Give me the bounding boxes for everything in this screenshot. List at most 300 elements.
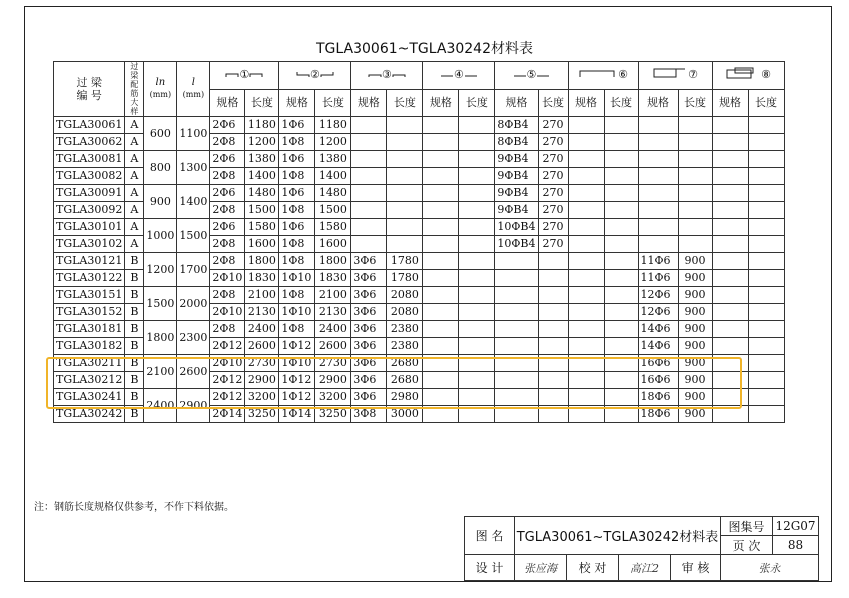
length-4-cell — [459, 372, 495, 389]
spec-7-cell — [638, 185, 678, 202]
beam-id-cell: TGLA30121 — [54, 253, 125, 270]
detail-cell: B — [125, 406, 144, 423]
spec-1-cell: 2Φ10 — [210, 355, 245, 372]
spec-4-cell — [423, 117, 459, 134]
length-8-cell — [748, 168, 784, 185]
spec-8-cell — [712, 117, 748, 134]
spec-7-cell: 18Φ6 — [638, 406, 678, 423]
length-1-cell: 3200 — [245, 389, 279, 406]
length-4-cell — [459, 270, 495, 287]
length-6-cell — [604, 134, 638, 151]
atlas-label: 图集号 — [721, 517, 773, 536]
length-header: 长度 — [459, 89, 495, 117]
length-7-cell — [678, 151, 712, 168]
table-row — [54, 219, 785, 236]
spec-1-cell: 2Φ12 — [210, 372, 245, 389]
length-3-cell: 2980 — [387, 389, 423, 406]
spec-8-cell — [712, 287, 748, 304]
spec-5-cell — [495, 321, 538, 338]
beam-id-cell: TGLA30082 — [54, 168, 125, 185]
spec-4-cell — [423, 355, 459, 372]
spec-8-cell — [712, 236, 748, 253]
group-7-header: ⑦ — [638, 62, 712, 90]
length-2-cell: 1480 — [315, 185, 351, 202]
ln-cell: 2400 — [144, 389, 177, 423]
spec-1-cell: 2Φ8 — [210, 236, 245, 253]
length-6-cell — [604, 185, 638, 202]
spec-3-cell: 3Φ6 — [351, 355, 387, 372]
length-4-cell — [459, 355, 495, 372]
spec-4-cell — [423, 219, 459, 236]
length-7-cell — [678, 134, 712, 151]
spec-6-cell — [568, 321, 604, 338]
spec-7-cell: 11Φ6 — [638, 253, 678, 270]
length-4-cell — [459, 117, 495, 134]
length-2-cell: 3250 — [315, 406, 351, 423]
length-1-cell: 2400 — [245, 321, 279, 338]
spec-7-cell — [638, 202, 678, 219]
length-2-cell: 1500 — [315, 202, 351, 219]
stirrup-icon — [652, 67, 688, 83]
spec-1-cell: 2Φ6 — [210, 151, 245, 168]
spec-5-cell: 9ΦB4 — [495, 202, 538, 219]
length-2-cell: 3200 — [315, 389, 351, 406]
length-1-cell: 1200 — [245, 134, 279, 151]
length-4-cell — [459, 134, 495, 151]
spec-8-cell — [712, 321, 748, 338]
spec-8-cell — [712, 355, 748, 372]
spec-8-cell — [712, 168, 748, 185]
spec-3-cell — [351, 202, 387, 219]
length-4-cell — [459, 219, 495, 236]
spec-1-cell: 2Φ10 — [210, 270, 245, 287]
design-label: 设 计 — [465, 555, 515, 581]
spec-1-cell: 2Φ6 — [210, 219, 245, 236]
detail-cell: A — [125, 219, 144, 236]
spec-4-cell — [423, 321, 459, 338]
length-7-cell: 900 — [678, 321, 712, 338]
length-7-cell — [678, 219, 712, 236]
l-header: l (mm) — [177, 62, 210, 117]
spec-2-cell: 1Φ10 — [279, 270, 315, 287]
spec-6-cell — [568, 117, 604, 134]
l-cell: 1300 — [177, 151, 210, 185]
spec-header: 规格 — [495, 89, 538, 117]
ln-cell: 800 — [144, 151, 177, 185]
spec-8-cell — [712, 372, 748, 389]
ln-cell: 1800 — [144, 321, 177, 355]
spec-2-cell: 1Φ12 — [279, 372, 315, 389]
spec-2-cell: 1Φ6 — [279, 185, 315, 202]
length-7-cell: 900 — [678, 389, 712, 406]
spec-1-cell: 2Φ10 — [210, 304, 245, 321]
detail-cell: A — [125, 185, 144, 202]
length-4-cell — [459, 321, 495, 338]
spec-7-cell: 11Φ6 — [638, 270, 678, 287]
beam-id-cell: TGLA30241 — [54, 389, 125, 406]
beam-id-cell: TGLA30061 — [54, 117, 125, 134]
spec-6-cell — [568, 151, 604, 168]
straight-bar-hook-icon — [320, 68, 334, 82]
spec-2-cell: 1Φ8 — [279, 168, 315, 185]
length-4-cell — [459, 253, 495, 270]
spec-5-cell — [495, 304, 538, 321]
length-2-cell: 2400 — [315, 321, 351, 338]
spec-4-cell — [423, 236, 459, 253]
length-2-cell: 1380 — [315, 151, 351, 168]
review-signature: 张永 — [721, 555, 819, 581]
length-6-cell — [604, 287, 638, 304]
spec-1-cell: 2Φ8 — [210, 287, 245, 304]
footnote: 注：钢筋长度规格仅供参考，不作下料依据。 — [34, 502, 234, 513]
spec-5-cell: 8ΦB4 — [495, 117, 538, 134]
beam-id-cell: TGLA30212 — [54, 372, 125, 389]
spec-6-cell — [568, 253, 604, 270]
spec-2-cell: 1Φ10 — [279, 304, 315, 321]
length-7-cell: 900 — [678, 253, 712, 270]
l-cell: 1700 — [177, 253, 210, 287]
spec-7-cell — [638, 134, 678, 151]
spec-5-cell: 10ΦB4 — [495, 236, 538, 253]
length-header: 长度 — [604, 89, 638, 117]
spec-8-cell — [712, 338, 748, 355]
spec-6-cell — [568, 185, 604, 202]
length-6-cell — [604, 202, 638, 219]
spec-4-cell — [423, 134, 459, 151]
detail-cell: A — [125, 117, 144, 134]
page-label: 页 次 — [721, 536, 773, 555]
length-7-cell — [678, 202, 712, 219]
length-3-cell: 2080 — [387, 287, 423, 304]
spec-1-cell: 2Φ6 — [210, 117, 245, 134]
length-6-cell — [604, 389, 638, 406]
length-2-cell: 1180 — [315, 117, 351, 134]
spec-1-cell: 2Φ8 — [210, 321, 245, 338]
spec-6-cell — [568, 372, 604, 389]
spec-header: 规格 — [568, 89, 604, 117]
spec-header: 规格 — [351, 89, 387, 117]
length-5-cell: 270 — [538, 202, 568, 219]
spec-4-cell — [423, 270, 459, 287]
length-5-cell: 270 — [538, 117, 568, 134]
spec-2-cell: 1Φ12 — [279, 338, 315, 355]
length-6-cell — [604, 406, 638, 423]
length-1-cell: 2730 — [245, 355, 279, 372]
spec-5-cell — [495, 355, 538, 372]
straight-bar-hook-icon — [368, 68, 382, 82]
spec-2-cell: 1Φ8 — [279, 253, 315, 270]
length-1-cell: 1600 — [245, 236, 279, 253]
length-3-cell: 2080 — [387, 304, 423, 321]
length-1-cell: 2600 — [245, 338, 279, 355]
straight-bar-hook-icon — [249, 68, 263, 82]
length-6-cell — [604, 270, 638, 287]
spec-8-cell — [712, 389, 748, 406]
length-3-cell — [387, 185, 423, 202]
beam-id-cell: TGLA30092 — [54, 202, 125, 219]
length-1-cell: 1400 — [245, 168, 279, 185]
beam-id-cell: TGLA30242 — [54, 406, 125, 423]
length-6-cell — [604, 355, 638, 372]
length-4-cell — [459, 168, 495, 185]
spec-3-cell — [351, 117, 387, 134]
length-7-cell: 900 — [678, 270, 712, 287]
spec-3-cell — [351, 168, 387, 185]
spec-2-cell: 1Φ6 — [279, 219, 315, 236]
length-8-cell — [748, 355, 784, 372]
length-1-cell: 2130 — [245, 304, 279, 321]
detail-cell: A — [125, 168, 144, 185]
l-cell: 1400 — [177, 185, 210, 219]
length-2-cell: 1580 — [315, 219, 351, 236]
check-signature: 高江2 — [619, 555, 671, 581]
ln-cell: 1200 — [144, 253, 177, 287]
spec-1-cell: 2Φ8 — [210, 134, 245, 151]
spec-1-cell: 2Φ12 — [210, 338, 245, 355]
spec-4-cell — [423, 151, 459, 168]
length-7-cell: 900 — [678, 372, 712, 389]
table-row — [54, 287, 785, 304]
length-2-cell: 2900 — [315, 372, 351, 389]
materials-table — [53, 61, 785, 423]
spec-3-cell: 3Φ6 — [351, 338, 387, 355]
length-7-cell: 900 — [678, 338, 712, 355]
spec-6-cell — [568, 202, 604, 219]
length-7-cell — [678, 168, 712, 185]
detail-header: 过梁配筋大样 — [125, 62, 144, 117]
length-5-cell — [538, 270, 568, 287]
spec-3-cell — [351, 134, 387, 151]
length-6-cell — [604, 236, 638, 253]
spec-7-cell: 12Φ6 — [638, 304, 678, 321]
atlas-value: 12G07 — [773, 517, 819, 536]
group-4-header: ④ — [423, 62, 495, 90]
length-header: 长度 — [748, 89, 784, 117]
length-3-cell: 3000 — [387, 406, 423, 423]
spec-8-cell — [712, 406, 748, 423]
spec-4-cell — [423, 372, 459, 389]
spec-2-cell: 1Φ8 — [279, 321, 315, 338]
length-7-cell: 900 — [678, 406, 712, 423]
length-4-cell — [459, 389, 495, 406]
spec-2-cell: 1Φ6 — [279, 151, 315, 168]
spec-5-cell — [495, 287, 538, 304]
spec-4-cell — [423, 168, 459, 185]
beam-id-header: 过 梁 编 号 — [54, 62, 125, 117]
beam-id-cell: TGLA30152 — [54, 304, 125, 321]
spec-4-cell — [423, 185, 459, 202]
beam-id-cell: TGLA30182 — [54, 338, 125, 355]
beam-id-cell: TGLA30091 — [54, 185, 125, 202]
length-2-cell: 2600 — [315, 338, 351, 355]
spec-header: 规格 — [423, 89, 459, 117]
spec-8-cell — [712, 134, 748, 151]
detail-cell: A — [125, 202, 144, 219]
length-6-cell — [604, 219, 638, 236]
spec-5-cell: 9ΦB4 — [495, 151, 538, 168]
length-3-cell: 2680 — [387, 355, 423, 372]
length-3-cell: 2680 — [387, 372, 423, 389]
length-1-cell: 1500 — [245, 202, 279, 219]
detail-cell: B — [125, 287, 144, 304]
detail-cell: A — [125, 151, 144, 168]
detail-cell: A — [125, 236, 144, 253]
table-row — [54, 355, 785, 372]
detail-cell: B — [125, 338, 144, 355]
spec-5-cell — [495, 270, 538, 287]
spec-2-cell: 1Φ14 — [279, 406, 315, 423]
length-1-cell: 1380 — [245, 151, 279, 168]
l-cell: 2900 — [177, 389, 210, 423]
spec-6-cell — [568, 270, 604, 287]
length-8-cell — [748, 253, 784, 270]
spec-4-cell — [423, 253, 459, 270]
length-2-cell: 2730 — [315, 355, 351, 372]
length-7-cell: 900 — [678, 355, 712, 372]
detail-cell: B — [125, 253, 144, 270]
detail-cell: B — [125, 389, 144, 406]
header-row-1 — [54, 62, 785, 90]
spec-1-cell: 2Φ8 — [210, 168, 245, 185]
spec-3-cell: 3Φ6 — [351, 270, 387, 287]
length-8-cell — [748, 151, 784, 168]
length-1-cell: 1180 — [245, 117, 279, 134]
table-row — [54, 321, 785, 338]
length-3-cell — [387, 134, 423, 151]
spec-6-cell — [568, 134, 604, 151]
spec-header: 规格 — [210, 89, 245, 117]
length-5-cell — [538, 253, 568, 270]
spec-8-cell — [712, 253, 748, 270]
length-1-cell: 2100 — [245, 287, 279, 304]
ln-header: ln (mm) — [144, 62, 177, 117]
length-6-cell — [604, 253, 638, 270]
length-header: 长度 — [387, 89, 423, 117]
page-value: 88 — [773, 536, 819, 555]
length-5-cell — [538, 406, 568, 423]
length-4-cell — [459, 185, 495, 202]
beam-id-cell: TGLA30062 — [54, 134, 125, 151]
length-2-cell: 1800 — [315, 253, 351, 270]
length-2-cell: 2130 — [315, 304, 351, 321]
length-8-cell — [748, 372, 784, 389]
spec-2-cell: 1Φ12 — [279, 389, 315, 406]
detail-cell: B — [125, 372, 144, 389]
spec-3-cell: 3Φ6 — [351, 287, 387, 304]
length-3-cell — [387, 219, 423, 236]
spec-4-cell — [423, 389, 459, 406]
length-header: 长度 — [315, 89, 351, 117]
length-8-cell — [748, 321, 784, 338]
spec-1-cell: 2Φ6 — [210, 185, 245, 202]
length-4-cell — [459, 236, 495, 253]
spec-2-cell: 1Φ6 — [279, 117, 315, 134]
group-6-header: ⑥ — [568, 62, 638, 90]
length-8-cell — [748, 406, 784, 423]
beam-id-cell: TGLA30181 — [54, 321, 125, 338]
length-6-cell — [604, 372, 638, 389]
length-2-cell: 2100 — [315, 287, 351, 304]
detail-cell: B — [125, 304, 144, 321]
length-1-cell: 1830 — [245, 270, 279, 287]
spec-header: 规格 — [712, 89, 748, 117]
straight-bar-hook-icon — [296, 68, 310, 82]
length-4-cell — [459, 202, 495, 219]
group-3-header: ③ — [351, 62, 423, 90]
length-7-cell — [678, 236, 712, 253]
length-4-cell — [459, 151, 495, 168]
spec-4-cell — [423, 287, 459, 304]
length-1-cell: 1480 — [245, 185, 279, 202]
spec-3-cell — [351, 236, 387, 253]
spec-3-cell: 3Φ6 — [351, 321, 387, 338]
length-1-cell: 1800 — [245, 253, 279, 270]
spec-6-cell — [568, 219, 604, 236]
length-2-cell: 1400 — [315, 168, 351, 185]
spec-6-cell — [568, 389, 604, 406]
length-1-cell: 3250 — [245, 406, 279, 423]
length-2-cell: 1200 — [315, 134, 351, 151]
beam-id-cell: TGLA30101 — [54, 219, 125, 236]
bent-bar-icon — [578, 68, 618, 82]
spec-3-cell — [351, 185, 387, 202]
spec-1-cell: 2Φ8 — [210, 253, 245, 270]
group-8-header: ⑧ — [712, 62, 784, 90]
length-6-cell — [604, 117, 638, 134]
length-4-cell — [459, 287, 495, 304]
length-8-cell — [748, 338, 784, 355]
table-row — [54, 117, 785, 134]
spec-7-cell — [638, 168, 678, 185]
length-5-cell: 270 — [538, 134, 568, 151]
length-5-cell — [538, 372, 568, 389]
spec-6-cell — [568, 236, 604, 253]
length-5-cell: 270 — [538, 236, 568, 253]
spec-5-cell — [495, 406, 538, 423]
spec-3-cell — [351, 219, 387, 236]
length-2-cell: 1600 — [315, 236, 351, 253]
closed-stirrup-icon — [725, 67, 761, 83]
page-title: TGLA30061~TGLA30242材料表 — [316, 41, 533, 57]
spec-8-cell — [712, 185, 748, 202]
spec-7-cell: 16Φ6 — [638, 355, 678, 372]
spec-3-cell: 3Φ6 — [351, 372, 387, 389]
length-3-cell: 2380 — [387, 338, 423, 355]
table-row — [54, 253, 785, 270]
length-4-cell — [459, 304, 495, 321]
spec-7-cell — [638, 151, 678, 168]
length-8-cell — [748, 270, 784, 287]
spec-5-cell — [495, 338, 538, 355]
beam-id-cell: TGLA30081 — [54, 151, 125, 168]
length-1-cell: 2900 — [245, 372, 279, 389]
spec-6-cell — [568, 304, 604, 321]
spec-5-cell — [495, 389, 538, 406]
table-row — [54, 151, 785, 168]
ln-cell: 900 — [144, 185, 177, 219]
spec-8-cell — [712, 151, 748, 168]
beam-id-cell: TGLA30211 — [54, 355, 125, 372]
straight-bar-hook-icon — [225, 68, 239, 82]
spec-1-cell: 2Φ14 — [210, 406, 245, 423]
length-4-cell — [459, 338, 495, 355]
l-cell: 2300 — [177, 321, 210, 355]
length-8-cell — [748, 202, 784, 219]
spec-4-cell — [423, 304, 459, 321]
spec-7-cell — [638, 236, 678, 253]
l-cell: 1100 — [177, 117, 210, 151]
length-5-cell: 270 — [538, 168, 568, 185]
